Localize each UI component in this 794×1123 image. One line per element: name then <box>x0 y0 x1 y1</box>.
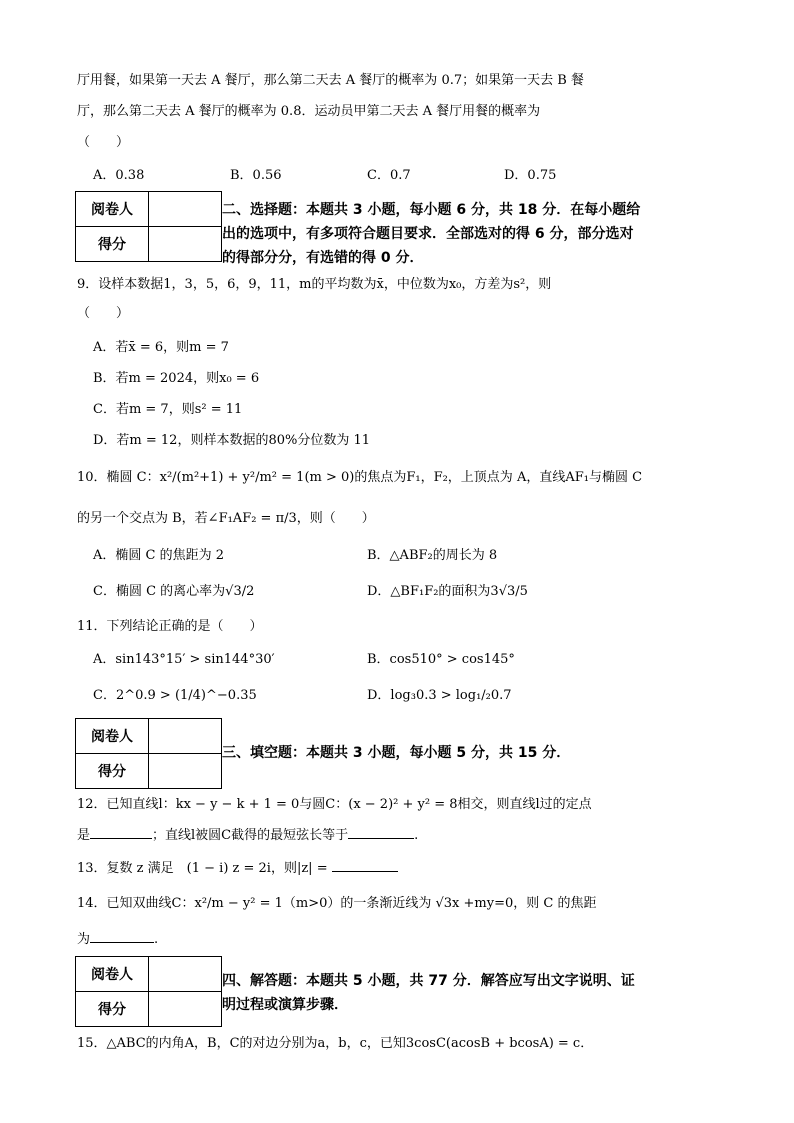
q9-option-a: A．若x̄ = 6，则m = 7 <box>93 340 229 355</box>
reviewer-cell <box>149 192 221 226</box>
q14-line2 <box>77 930 158 950</box>
q8-line1: 厅用餐，如果第一天去 A 餐厅，那么第二天去 A 餐厅的概率为 0.7；如果第一天去 B 餐 <box>77 73 584 88</box>
q9-option-b: B．若m = 2024，则x₀ = 6 <box>93 371 260 386</box>
q8-line2: 厅，那么第二天去 A 餐厅的概率为 0.8．运动员甲第二天去 A 餐厅用餐的概率为 <box>77 104 541 119</box>
q9-option-c: C．若m = 7，则s² = 11 <box>93 402 243 417</box>
score-label: 得分 <box>76 754 149 788</box>
q8-option-d: D．0.75 <box>504 168 557 183</box>
section-4-heading: 四、解答题：本题共 5 小题，共 77 分．解答应写出文字说明、证明过程或演算步骤． <box>222 973 635 1013</box>
q8-option-b: B．0.56 <box>230 168 282 183</box>
grader-box <box>75 718 222 789</box>
q12-text-a: 是 <box>77 828 91 843</box>
q10-option-c: C．椭圆 C 的离心率为√3/2 <box>93 584 255 599</box>
q8-option-c: C．0.7 <box>367 168 411 183</box>
reviewer-label: 阅卷人 <box>76 719 149 753</box>
q10-option-a: A．椭圆 C 的焦距为 2 <box>93 548 225 563</box>
grader-box <box>75 191 222 262</box>
q8-paren: （ ） <box>77 135 130 150</box>
q12-answer-blank-2[interactable] <box>348 838 414 839</box>
q13-answer-blank[interactable] <box>332 871 398 872</box>
q10-stem2: 的另一个交点为 B，若∠F₁AF₂ = π/3，则（ ） <box>77 511 375 526</box>
q11-option-d: D．log₃0.3 > log₁/₂0.7 <box>367 688 512 703</box>
q9-stem: 9．设样本数据1，3，5，6，9，11，m的平均数为x̄，中位数为x₀，方差为s²，则 <box>77 277 552 292</box>
q10-option-b: B．△ABF₂的周长为 8 <box>367 548 498 563</box>
q9-paren: （ ） <box>77 306 130 321</box>
score-cell <box>149 754 221 788</box>
q12-line1: 12．已知直线l：kx − y − k + 1 = 0与圆C：(x − 2)² + y² = 8相交，则直线l过的定点 <box>77 797 592 812</box>
q11-stem: 11．下列结论正确的是（ ） <box>77 619 263 634</box>
q14-line1: 14．已知双曲线C：x²/m − y² = 1（m>0）的一条渐近线为 √3x +my=0，则 C 的焦距 <box>77 896 597 911</box>
score-cell <box>149 227 221 261</box>
q13-text: 13．复数 z 满足 (1 − i) z = 2i，则|z| = <box>77 861 328 876</box>
q9-option-d: D．若m = 12，则样本数据的80%分位数为 11 <box>93 433 371 448</box>
q14-answer-blank[interactable] <box>90 942 154 943</box>
grader-box <box>75 956 222 1027</box>
q8-option-a: A．0.38 <box>93 168 145 183</box>
reviewer-label: 阅卷人 <box>76 192 149 226</box>
q14-text-a: 为 <box>77 932 91 947</box>
reviewer-cell <box>149 957 221 991</box>
score-label: 得分 <box>76 992 149 1026</box>
q12-line2 <box>77 826 418 846</box>
q13-line <box>77 859 398 879</box>
reviewer-label: 阅卷人 <box>76 957 149 991</box>
q11-option-a: A．sin143°15′ > sin144°30′ <box>93 652 275 667</box>
q11-option-c: C．2^0.9 > (1/4)^−0.35 <box>93 688 257 703</box>
section-3-heading: 三、填空题：本题共 3 小题，每小题 5 分，共 15 分． <box>222 745 571 761</box>
q10-option-d: D．△BF₁F₂的面积为3√3/5 <box>367 584 528 599</box>
score-label: 得分 <box>76 227 149 261</box>
q12-text-c: . <box>414 828 419 843</box>
q12-answer-blank-1[interactable] <box>90 838 152 839</box>
section-2-heading: 二、选择题：本题共 3 小题，每小题 6 分，共 18 分．在每小题给出的选项中，有多项符合题目要求．全部选对的得 6 分，部分选对的得部分分，有选错的得 0 分． <box>222 202 641 266</box>
q14-text-b: . <box>154 932 159 947</box>
q15-stem: 15．△ABC的内角A，B，C的对边分别为a，b，c，已知3cosC(acosB + bcosA) = c． <box>77 1036 594 1051</box>
reviewer-cell <box>149 719 221 753</box>
q12-text-b: ；直线l被圆C截得的最短弦长等于 <box>152 828 349 843</box>
score-cell <box>149 992 221 1026</box>
q10-stem: 10．椭圆 C：x²/(m²+1) + y²/m² = 1(m > 0)的焦点为F₁，F₂，上顶点为 A，直线AF₁与椭圆 C <box>77 470 643 485</box>
q11-option-b: B．cos510° > cos145° <box>367 652 515 667</box>
